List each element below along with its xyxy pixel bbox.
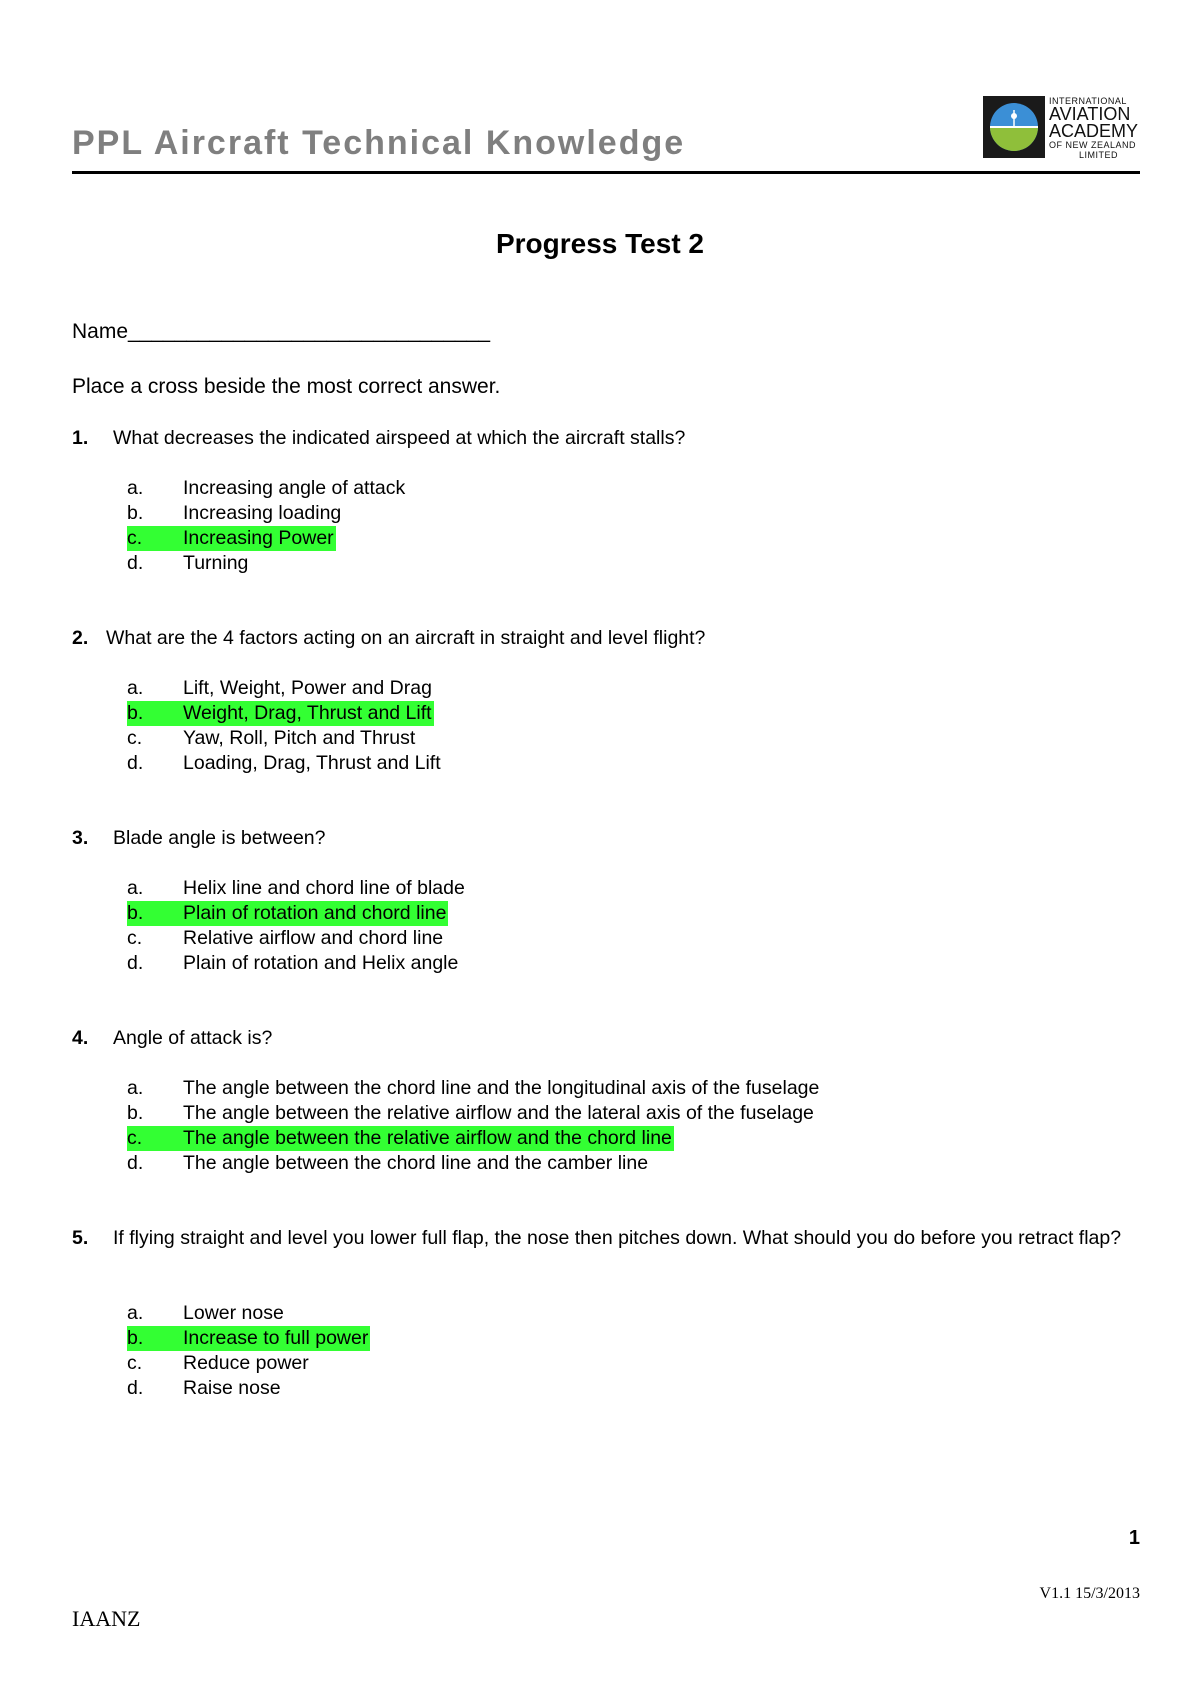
option-text: Lift, Weight, Power and Drag	[183, 677, 432, 699]
answer-option-highlighted[interactable]	[127, 1126, 674, 1151]
option-text: Increasing loading	[183, 502, 342, 524]
document-header-title: PPL Aircraft Technical Knowledge	[72, 124, 686, 162]
logo-wordmark	[1049, 96, 1138, 160]
logo-line-1: INTERNATIONAL	[1049, 96, 1127, 106]
header-divider	[72, 171, 1140, 174]
answer-option[interactable]	[127, 1151, 650, 1176]
answer-option-highlighted[interactable]	[127, 526, 336, 551]
answer-option[interactable]	[127, 1076, 821, 1101]
option-letter: b.	[127, 1102, 144, 1124]
answer-option[interactable]	[127, 1351, 311, 1376]
answer-option[interactable]	[127, 1301, 286, 1326]
option-letter: c.	[127, 727, 143, 749]
option-text: The angle between the chord line and the camber line	[183, 1152, 649, 1174]
option-text: Helix line and chord line of blade	[183, 877, 465, 899]
option-letter: a.	[127, 1302, 144, 1324]
option-letter: c.	[127, 527, 143, 549]
option-letter: d.	[127, 552, 144, 574]
page-number: 1	[1128, 1527, 1140, 1549]
question-text: Blade angle is between?	[113, 827, 326, 849]
question-text: If flying straight and level you lower full flap, the nose then pitches down. What should you do before you retract flap?	[113, 1227, 1122, 1249]
option-letter: c.	[127, 927, 143, 949]
answer-option[interactable]	[127, 501, 343, 526]
option-text: Plain of rotation and Helix angle	[183, 952, 459, 974]
test-title: Progress Test 2	[495, 228, 705, 259]
option-letter: d.	[127, 1152, 144, 1174]
option-letter: d.	[127, 952, 144, 974]
logo-line-3: ACADEMY	[1049, 121, 1139, 141]
option-text: Increasing angle of attack	[183, 477, 406, 499]
option-letter: a.	[127, 677, 144, 699]
question-number: 1.	[72, 427, 89, 449]
answer-option[interactable]	[127, 726, 417, 751]
question-number: 5.	[72, 1227, 89, 1249]
option-letter: d.	[127, 752, 144, 774]
footer-label: IAANZ	[72, 1606, 141, 1631]
option-letter: c.	[127, 1127, 143, 1149]
logo-emblem-icon	[983, 96, 1045, 158]
instructions: Place a cross beside the most correct answer.	[72, 375, 501, 398]
answer-option-highlighted[interactable]	[127, 1326, 370, 1351]
question-number: 4.	[72, 1027, 89, 1049]
question-number: 2.	[72, 627, 89, 649]
option-letter: c.	[127, 1352, 143, 1374]
option-letter: a.	[127, 1077, 144, 1099]
option-text: Plain of rotation and chord line	[183, 902, 447, 924]
option-letter: a.	[127, 877, 144, 899]
answer-option[interactable]	[127, 876, 467, 901]
option-text: Yaw, Roll, Pitch and Thrust	[183, 727, 416, 749]
answer-option-highlighted[interactable]	[127, 901, 448, 926]
option-letter: d.	[127, 1377, 144, 1399]
option-text: The angle between the chord line and the longitudinal axis of the fuselage	[183, 1077, 820, 1099]
name-field: Name_______________________________	[72, 320, 491, 343]
answer-option[interactable]	[127, 926, 445, 951]
answer-option[interactable]	[127, 1376, 283, 1401]
option-letter: b.	[127, 702, 144, 724]
option-text: The angle between the relative airflow and the lateral axis of the fuselage	[183, 1102, 814, 1124]
option-text: Weight, Drag, Thrust and Lift	[183, 702, 432, 724]
option-text: Relative airflow and chord line	[183, 927, 444, 949]
question-text: What are the 4 factors acting on an aircraft in straight and level flight?	[106, 627, 706, 649]
option-letter: a.	[127, 477, 144, 499]
question-text: What decreases the indicated airspeed at which the aircraft stalls?	[113, 427, 686, 449]
option-letter: b.	[127, 1327, 144, 1349]
logo-line-2: AVIATION	[1049, 104, 1131, 124]
answer-option[interactable]	[127, 676, 434, 701]
option-letter: b.	[127, 502, 144, 524]
option-text: Reduce power	[183, 1352, 309, 1374]
question-number: 3.	[72, 827, 89, 849]
option-text: Turning	[183, 552, 249, 574]
answer-option[interactable]	[127, 951, 460, 976]
option-text: The angle between the relative airflow and the chord line	[183, 1127, 672, 1149]
academy-logo	[983, 96, 1141, 160]
question-text: Angle of attack is?	[113, 1027, 273, 1049]
logo-line-5: LIMITED	[1079, 150, 1119, 160]
option-text: Increasing Power	[183, 527, 334, 549]
version-label: V1.1 15/3/2013	[1039, 1585, 1140, 1602]
answer-option-highlighted[interactable]	[127, 701, 434, 726]
answer-option[interactable]	[127, 551, 250, 576]
option-letter: b.	[127, 902, 144, 924]
option-text: Raise nose	[183, 1377, 281, 1399]
option-text: Increase to full power	[183, 1327, 369, 1349]
answer-option[interactable]	[127, 751, 443, 776]
logo-line-4: OF NEW ZEALAND	[1049, 140, 1137, 150]
answer-option[interactable]	[127, 476, 407, 501]
answer-option[interactable]	[127, 1101, 816, 1126]
option-text: Loading, Drag, Thrust and Lift	[183, 752, 441, 774]
option-text: Lower nose	[183, 1302, 284, 1324]
